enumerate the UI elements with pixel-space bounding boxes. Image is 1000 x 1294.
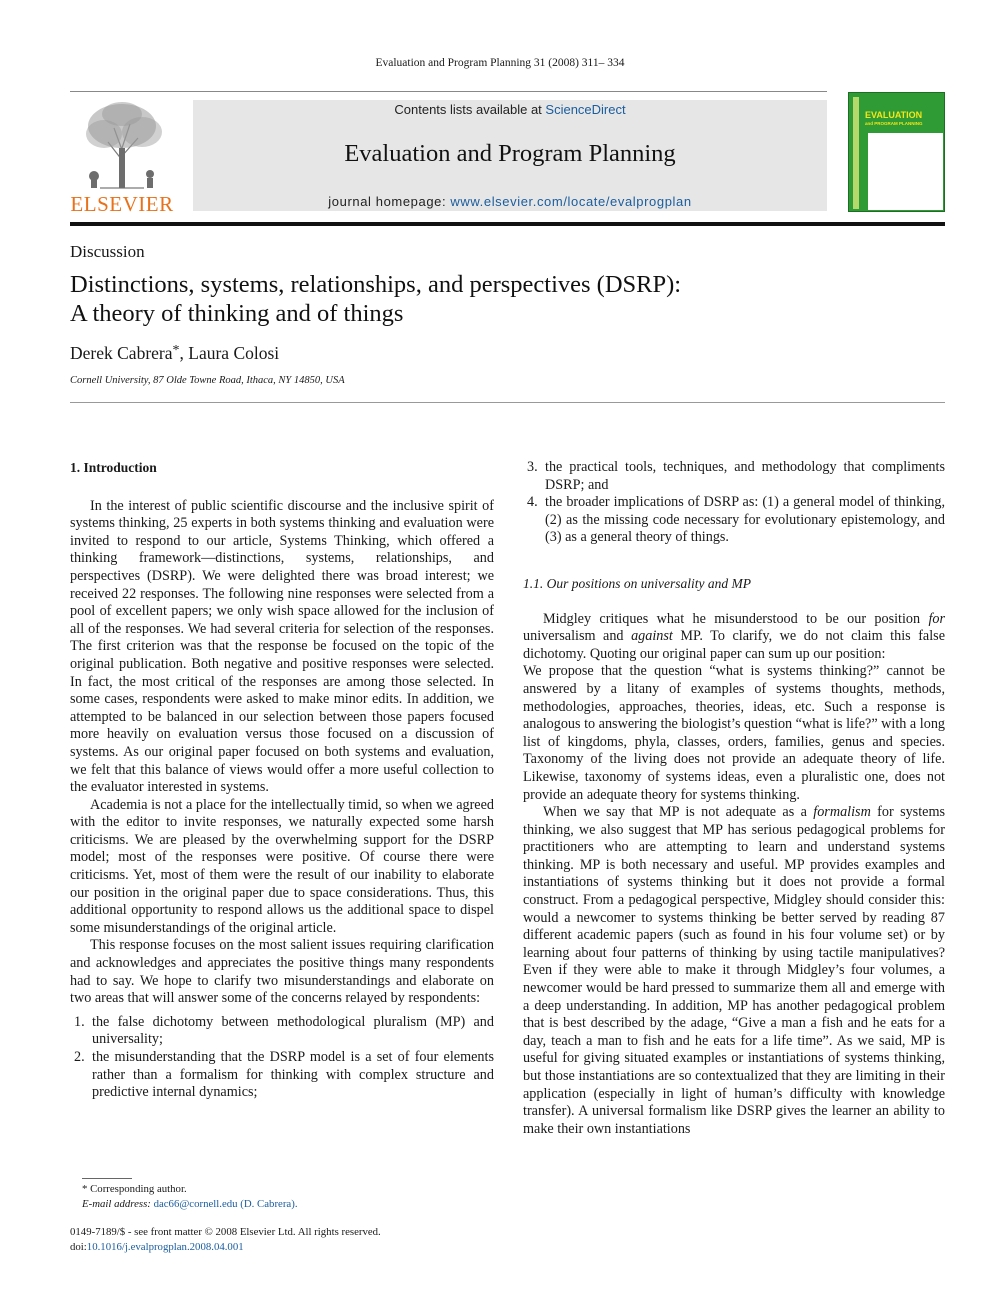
list-number: 3. bbox=[527, 459, 538, 475]
subsection-heading: 1.1. Our positions on universality and MP bbox=[523, 575, 751, 591]
cover-strip bbox=[853, 97, 859, 209]
journal-cover[interactable] bbox=[848, 92, 945, 212]
masthead-rule bbox=[70, 222, 945, 226]
list-text: the false dichotomy between methodological pluralism (MP) and universality; bbox=[92, 1013, 494, 1048]
homepage-prefix: journal homepage: bbox=[328, 194, 451, 209]
article-title bbox=[70, 270, 930, 328]
list-item bbox=[70, 1049, 494, 1102]
text-run: universalism and bbox=[523, 628, 632, 645]
paragraph: Academia is not a place for the intellectually timid, so when we agreed with the editor to invite responses, we naturally expected some harsh criticisms. We are pleased by the overwhelming support for the DSRP model; most of the responses were positive. Of course there were criticisms. Yet, most of them were the result of our inability to elaborate our position in the original paper due to space considerations. Thus, this additional opportunity to respond allows us the additional space to dispel some misunderstandings of the original article. bbox=[70, 796, 494, 936]
contents-line bbox=[193, 102, 827, 117]
article-title-line-2: A theory of thinking and of things bbox=[70, 300, 404, 327]
issue-list-continued bbox=[523, 459, 945, 547]
left-column bbox=[70, 459, 494, 1102]
author-separator: , bbox=[179, 343, 189, 363]
cover-title: EVALUATION bbox=[865, 110, 923, 120]
header-rule bbox=[70, 402, 945, 403]
text-run: Midgley critiques what he misunderstood to be our position bbox=[543, 610, 929, 627]
doi-line bbox=[70, 1240, 500, 1255]
text-run: When we say that MP is not adequate as a bbox=[543, 804, 814, 821]
email-link[interactable]: dac66@cornell.edu (D. Cabrera). bbox=[153, 1198, 298, 1210]
doi-prefix: doi: bbox=[70, 1241, 87, 1253]
homepage-line bbox=[193, 194, 827, 209]
issue-list bbox=[70, 1014, 494, 1102]
corresponding-author-note: * Corresponding author. bbox=[82, 1183, 187, 1195]
list-text: the practical tools, techniques, and methodology that compliments DSRP; and bbox=[545, 459, 945, 493]
corresponding-author-mark[interactable]: * bbox=[172, 343, 180, 358]
list-item bbox=[523, 459, 945, 494]
block-quote: We propose that the question “what is systems thinking?” cannot be answered by a litany of examples of systems thoughts, methods, methodologies, approaches, theories, ideas, etc. Such a response is analogous to answering the biologist’s question “what is life?” with a long list of kingdoms, phyla, classes, orders, families, genus and species. Taxonomy of the living does not provide an adequate theory of life. Likewise, taxonomy of systems ideas, even a pluralistic one, does not provide an adequate theory for systems thinking. bbox=[523, 663, 946, 803]
author-list bbox=[70, 343, 279, 364]
email-label: E-mail address: bbox=[82, 1198, 154, 1210]
footnote-rule bbox=[82, 1178, 132, 1179]
list-item bbox=[523, 494, 945, 547]
cover-subtitle: and PROGRAM PLANNING bbox=[865, 121, 923, 126]
list-number: 4. bbox=[527, 494, 538, 511]
homepage-link[interactable]: www.elsevier.com/locate/evalprogplan bbox=[450, 194, 692, 209]
tree-icon bbox=[70, 98, 174, 190]
publisher-logo-text: ELSEVIER bbox=[70, 192, 174, 216]
top-rule bbox=[70, 91, 827, 92]
article-type: Discussion bbox=[70, 242, 145, 261]
doi-link[interactable]: 10.1016/j.evalprogplan.2008.04.001 bbox=[86, 1241, 244, 1253]
paragraph: In the interest of public scientific discourse and the inclusive spirit of systems thinking, 25 experts in both systems thinking and evaluation were invited to respond to our article, Systems Thinking, which offered a thinking framework—distinctions, systems, relationships, and perspectives (DSRP). We were delighted there was broad interest; we received 22 responses. The following nine responses were selected from a pool of excellent papers; we only wish space allowed for the inclusion of all of the responses. We had several criteria for selection of the responses. The first criterion was that the response be focused on the topic of the original publication. Both negative and positive responses were selected. In fact, the most critical of the responses are among those selected. In some cases, respondents were asked to make minor edits. In addition, we attempted to be balanced in our selection between those papers focused more heavily on evaluation versus those focused on a discussion of systems. As our original paper focused on both systems and evaluation, we felt that this balance of views would offer a more useful collection to the evaluator interested in systems. bbox=[70, 497, 494, 796]
footnote bbox=[82, 1182, 502, 1212]
affiliation: Cornell University, 87 Olde Towne Road, Ithaca, NY 14850, USA bbox=[70, 375, 345, 386]
text-run: MP. To clarify, we do not claim this false dichotomy. Quoting our original paper can sum up our position: bbox=[523, 628, 945, 662]
copyright-line: 0149-7189/$ - see front matter © 2008 Elsevier Ltd. All rights reserved. bbox=[70, 1226, 381, 1238]
sciencedirect-link[interactable]: ScienceDirect bbox=[545, 102, 626, 117]
list-number: 1. bbox=[74, 1013, 85, 1030]
publisher-logo[interactable] bbox=[66, 98, 176, 214]
contents-prefix: Contents lists available at bbox=[394, 102, 546, 117]
paragraph: This response focuses on the most salient issues requiring clarification and acknowledges and appreciates the positive things many respondents had to say. We hope to clarify two misunderstandings and elaborate on two areas that will answer some of the concerns relayed by respondents: bbox=[70, 937, 494, 1007]
list-text: the misunderstanding that the DSRP model is a set of four elements rather than a formalism for thinking with complex structure and predictive internal dynamics; bbox=[92, 1049, 494, 1101]
cover-panel bbox=[868, 133, 943, 210]
paragraph bbox=[523, 804, 945, 1138]
article-title-line-1: Distinctions, systems, relationships, and perspectives (DSRP): bbox=[70, 271, 682, 298]
copyright-block bbox=[70, 1225, 500, 1255]
author-name[interactable]: Derek Cabrera bbox=[70, 343, 173, 363]
email-line bbox=[82, 1197, 502, 1212]
right-column bbox=[523, 459, 945, 1138]
text-run: for systems thinking, we also suggest that MP has serious pedagogical problems for practitioners who are attempting to learn and understand systems thinking. MP is both necessary and useful. MP provides examples and instantiations of systems thinking but it does not provide a formal construct. From a pedagogical perspective, Midgley should consider this: would a newcomer to systems thinking be better served by reading 87 different academic papers (such as found in his four volume set) or by learning about four patterns of thinking by using tactile manipulatives? Even if they were able to make it through Midgley’s four volumes, a newcomer would be hard pressed to summarize them all and emerge with a deep understanding. In addition, MP has another pedagogical problem that is best described by the adage, “Give a man a fish and he eats for a day, teach a man to fish and he eats for a life time”. As we said, MP is useful for giving situated examples or instantiations of systems thinking, but those instantiations are so contextualized that they are limiting in their application (especially in light of human’s difficulty with knowledge transfer). A universal formalism like DSRP gives the learner an ability to make their own instantiations bbox=[523, 804, 945, 1137]
journal-masthead bbox=[193, 100, 827, 211]
list-text: the broader implications of DSRP as: (1) a general model of thinking, (2) as the missing code necessary for evolutionary epistemology, and (3) as a general theory of things. bbox=[545, 494, 945, 546]
journal-title: Evaluation and Program Planning bbox=[344, 140, 676, 167]
emphasis: against bbox=[631, 628, 673, 645]
list-number: 2. bbox=[74, 1049, 85, 1065]
paragraph bbox=[523, 611, 945, 664]
section-heading: 1. Introduction bbox=[70, 460, 157, 475]
list-item bbox=[70, 1014, 494, 1049]
emphasis: formalism bbox=[813, 804, 871, 821]
emphasis: for bbox=[928, 610, 945, 627]
running-head: Evaluation and Program Planning 31 (2008) 311– 334 bbox=[375, 57, 625, 69]
author-name[interactable]: Laura Colosi bbox=[188, 343, 280, 363]
